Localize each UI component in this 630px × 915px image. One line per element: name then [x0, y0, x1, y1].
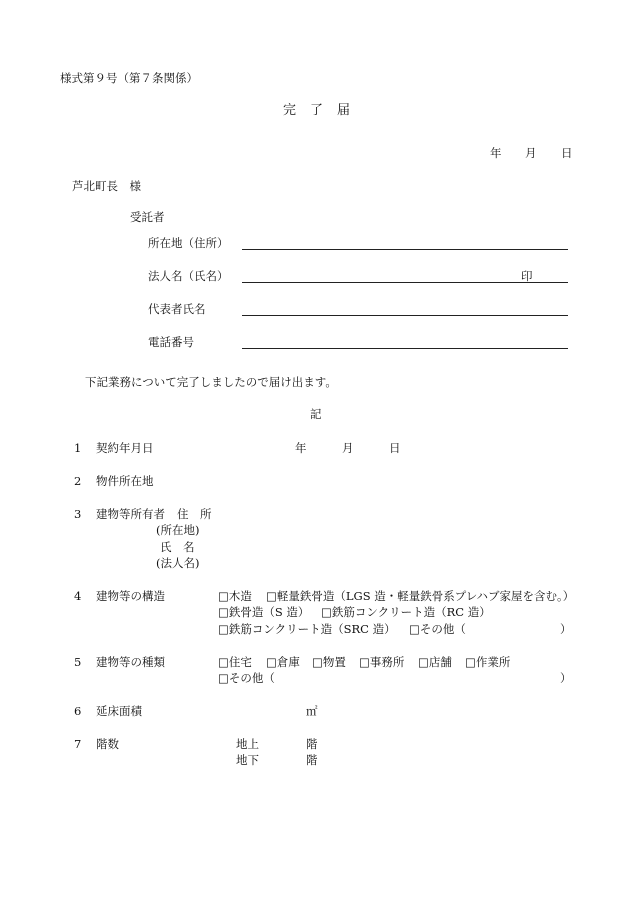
floor-area-unit: ㎡	[306, 704, 318, 718]
item-label-kind: 建物等の種類	[96, 655, 165, 669]
floors-above-unit: 階	[306, 737, 318, 751]
owner-address-label: 住 所	[177, 507, 212, 521]
structure-option-light-steel: □軽量鉄骨造（LGS 造・軽量鉄骨系プレハブ家屋を含む。）	[266, 589, 575, 603]
field-label-corporate-name: 法人名（氏名）	[148, 269, 229, 283]
contract-month: 月	[342, 441, 354, 455]
item-label-owner: 建物等所有者	[96, 507, 165, 521]
kind-option-warehouse: □倉庫	[266, 655, 300, 669]
owner-address-alt-label: (所在地)	[156, 523, 200, 537]
structure-option-wood: □木造	[218, 589, 252, 603]
kind-option-other: □その他（	[218, 671, 275, 685]
structure-option-steel: □鉄骨造（S 造）	[218, 605, 310, 619]
kind-option-shop: □店舗	[418, 655, 452, 669]
item-number: 6	[74, 704, 82, 718]
item-number: 2	[74, 474, 82, 488]
item-label-floors: 階数	[96, 737, 119, 751]
kind-option-office: □事務所	[359, 655, 405, 669]
field-line-phone	[242, 348, 568, 349]
item-number: 7	[74, 737, 82, 751]
statement: 下記業務について完了しましたので届け出ます。	[85, 375, 337, 389]
field-label-address: 所在地（住所）	[148, 236, 229, 250]
page-title: 完 了 届	[283, 103, 351, 118]
item-number: 4	[74, 589, 82, 603]
contract-day: 日	[389, 441, 401, 455]
contract-year: 年	[295, 441, 307, 455]
structure-option-src: □鉄筋コンクリート造（SRC 造）	[218, 622, 396, 636]
contractor-heading: 受託者	[130, 210, 165, 224]
kind-option-storeroom: □物置	[312, 655, 346, 669]
kind-option-workshop: □作業所	[465, 655, 511, 669]
floors-below-label: 地下	[236, 753, 259, 767]
structure-option-rc: □鉄筋コンクリート造（RC 造）	[321, 605, 491, 619]
floors-above-label: 地上	[236, 737, 259, 751]
item-number: 3	[74, 507, 82, 521]
owner-name-alt-label: (法人名)	[156, 556, 200, 570]
date-month: 月	[525, 146, 537, 160]
field-line-representative	[242, 315, 568, 316]
kind-option-house: □住宅	[218, 655, 252, 669]
item-number: 1	[74, 441, 82, 455]
date-day: 日	[561, 146, 573, 160]
item-label-floor-area: 延床面積	[96, 704, 142, 718]
structure-option-other: □その他（	[409, 622, 466, 636]
addressee: 芦北町長 様	[72, 179, 141, 193]
floors-below-unit: 階	[306, 753, 318, 767]
form-id: 様式第９号（第７条関係）	[60, 71, 198, 85]
item-label-contract-date: 契約年月日	[96, 441, 154, 455]
date-year: 年	[490, 146, 502, 160]
item-number: 5	[74, 655, 82, 669]
item-label-location: 物件所在地	[96, 474, 154, 488]
field-line-address	[242, 249, 568, 250]
kind-other-close: ）	[560, 671, 572, 685]
field-line-corporate-name	[242, 282, 568, 283]
field-label-phone: 電話番号	[148, 335, 194, 349]
item-label-structure: 建物等の構造	[96, 589, 165, 603]
owner-name-label: 氏 名	[160, 540, 195, 554]
seal-mark: 印	[521, 269, 533, 283]
field-label-representative: 代表者氏名	[148, 302, 206, 316]
structure-other-close: ）	[560, 622, 572, 636]
note-heading: 記	[310, 407, 322, 421]
